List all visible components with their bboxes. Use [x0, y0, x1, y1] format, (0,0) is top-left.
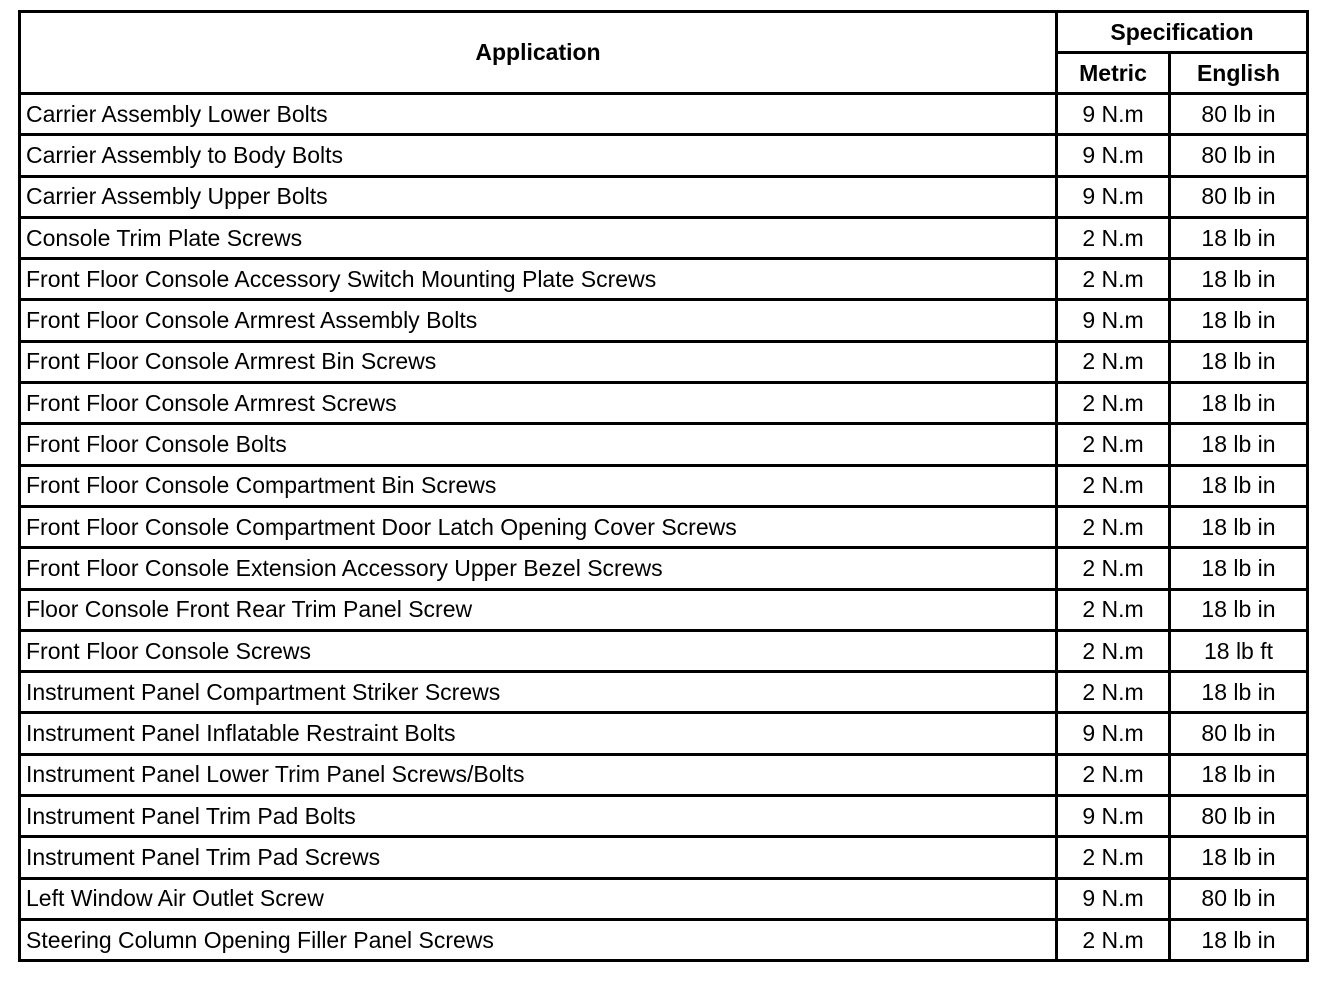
table-row: [20, 176, 1308, 217]
english-value-cell: 18 lb in: [1170, 259, 1308, 300]
application-cell: Carrier Assembly to Body Bolts: [20, 135, 1057, 176]
english-value-cell: 18 lb in: [1170, 300, 1308, 341]
metric-value-cell: 2 N.m: [1057, 754, 1170, 795]
application-cell: Carrier Assembly Lower Bolts: [20, 94, 1057, 135]
english-value-cell: 80 lb in: [1170, 135, 1308, 176]
table-row: [20, 259, 1308, 300]
metric-header: Metric: [1057, 53, 1170, 94]
header-row-top: [20, 12, 1308, 53]
table-row: [20, 630, 1308, 671]
application-header: Application: [20, 12, 1057, 94]
metric-value-cell: 2 N.m: [1057, 465, 1170, 506]
metric-value-cell: 9 N.m: [1057, 135, 1170, 176]
metric-value-cell: 2 N.m: [1057, 589, 1170, 630]
table-row: [20, 548, 1308, 589]
metric-value-cell: 2 N.m: [1057, 672, 1170, 713]
metric-value-cell: 9 N.m: [1057, 300, 1170, 341]
english-value-cell: 18 lb ft: [1170, 630, 1308, 671]
english-value-cell: 80 lb in: [1170, 878, 1308, 919]
table-row: [20, 300, 1308, 341]
english-value-cell: 80 lb in: [1170, 176, 1308, 217]
application-cell: Front Floor Console Accessory Switch Mounting Plate Screws: [20, 259, 1057, 300]
application-cell: Front Floor Console Compartment Bin Screws: [20, 465, 1057, 506]
table-header: [20, 12, 1308, 94]
table-row: [20, 383, 1308, 424]
application-cell: Instrument Panel Inflatable Restraint Bolts: [20, 713, 1057, 754]
table-row: [20, 465, 1308, 506]
english-value-cell: 18 lb in: [1170, 383, 1308, 424]
english-value-cell: 18 lb in: [1170, 837, 1308, 878]
table-body: [20, 94, 1308, 961]
application-cell: Front Floor Console Compartment Door Latch Opening Cover Screws: [20, 506, 1057, 547]
english-value-cell: 18 lb in: [1170, 465, 1308, 506]
application-cell: Front Floor Console Armrest Bin Screws: [20, 341, 1057, 382]
application-cell: Front Floor Console Extension Accessory Upper Bezel Screws: [20, 548, 1057, 589]
metric-value-cell: 9 N.m: [1057, 176, 1170, 217]
table-row: [20, 424, 1308, 465]
metric-value-cell: 2 N.m: [1057, 837, 1170, 878]
metric-value-cell: 9 N.m: [1057, 796, 1170, 837]
application-cell: Front Floor Console Armrest Screws: [20, 383, 1057, 424]
application-cell: Instrument Panel Trim Pad Bolts: [20, 796, 1057, 837]
table-row: [20, 713, 1308, 754]
english-value-cell: 18 lb in: [1170, 589, 1308, 630]
application-cell: Front Floor Console Screws: [20, 630, 1057, 671]
english-value-cell: 18 lb in: [1170, 424, 1308, 465]
application-cell: Front Floor Console Bolts: [20, 424, 1057, 465]
english-value-cell: 80 lb in: [1170, 796, 1308, 837]
metric-value-cell: 9 N.m: [1057, 94, 1170, 135]
table-row: [20, 135, 1308, 176]
fastener-specification-table: [18, 10, 1309, 962]
metric-value-cell: 2 N.m: [1057, 383, 1170, 424]
english-value-cell: 18 lb in: [1170, 506, 1308, 547]
table-row: [20, 589, 1308, 630]
metric-value-cell: 2 N.m: [1057, 217, 1170, 258]
application-cell: Instrument Panel Lower Trim Panel Screws/Bolts: [20, 754, 1057, 795]
application-cell: Front Floor Console Armrest Assembly Bolts: [20, 300, 1057, 341]
table-row: [20, 217, 1308, 258]
english-value-cell: 18 lb in: [1170, 919, 1308, 960]
metric-value-cell: 2 N.m: [1057, 424, 1170, 465]
english-value-cell: 18 lb in: [1170, 217, 1308, 258]
table-row: [20, 796, 1308, 837]
metric-value-cell: 2 N.m: [1057, 919, 1170, 960]
table-row: [20, 506, 1308, 547]
english-value-cell: 80 lb in: [1170, 713, 1308, 754]
metric-value-cell: 2 N.m: [1057, 630, 1170, 671]
application-cell: Steering Column Opening Filler Panel Screws: [20, 919, 1057, 960]
english-header: English: [1170, 53, 1308, 94]
english-value-cell: 18 lb in: [1170, 672, 1308, 713]
metric-value-cell: 9 N.m: [1057, 713, 1170, 754]
english-value-cell: 80 lb in: [1170, 94, 1308, 135]
metric-value-cell: 2 N.m: [1057, 341, 1170, 382]
application-cell: Instrument Panel Trim Pad Screws: [20, 837, 1057, 878]
application-cell: Carrier Assembly Upper Bolts: [20, 176, 1057, 217]
table-row: [20, 837, 1308, 878]
english-value-cell: 18 lb in: [1170, 754, 1308, 795]
specification-header: Specification: [1057, 12, 1308, 53]
table-row: [20, 94, 1308, 135]
application-cell: Instrument Panel Compartment Striker Screws: [20, 672, 1057, 713]
metric-value-cell: 9 N.m: [1057, 878, 1170, 919]
application-cell: Left Window Air Outlet Screw: [20, 878, 1057, 919]
table-row: [20, 754, 1308, 795]
table-row: [20, 878, 1308, 919]
metric-value-cell: 2 N.m: [1057, 548, 1170, 589]
english-value-cell: 18 lb in: [1170, 341, 1308, 382]
english-value-cell: 18 lb in: [1170, 548, 1308, 589]
application-cell: Floor Console Front Rear Trim Panel Screw: [20, 589, 1057, 630]
table-row: [20, 341, 1308, 382]
metric-value-cell: 2 N.m: [1057, 259, 1170, 300]
application-cell: Console Trim Plate Screws: [20, 217, 1057, 258]
metric-value-cell: 2 N.m: [1057, 506, 1170, 547]
table-row: [20, 672, 1308, 713]
table-row: [20, 919, 1308, 960]
